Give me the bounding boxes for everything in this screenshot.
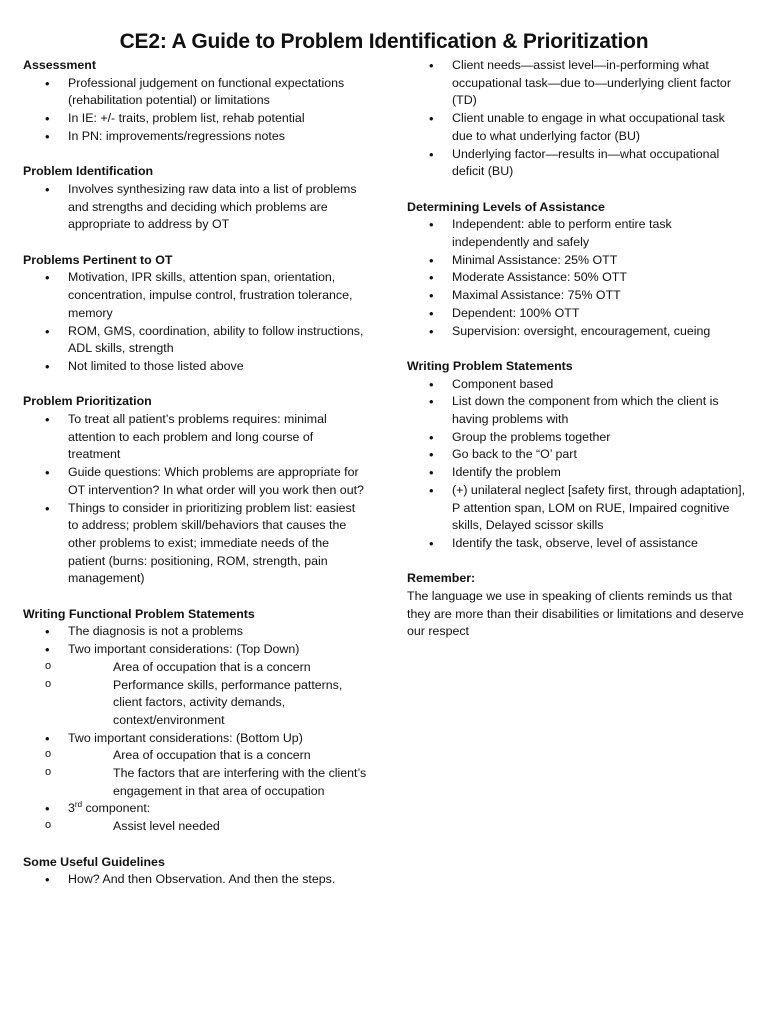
- page-title: CE2: A Guide to Problem Identification & Prioritization: [119, 30, 649, 53]
- section-writing-problem-statements: [407, 358, 747, 553]
- sub-list: [23, 659, 368, 730]
- right-column: [407, 57, 747, 659]
- section-heading: Writing Problem Statements: [407, 358, 573, 373]
- section-problem-identification: [23, 163, 368, 234]
- list-item: • Client needs—assist level—in-performing what occupational task—due to—underlying client factor (TD): [407, 57, 747, 110]
- list-item-text: Two important considerations: (Bottom Up): [68, 730, 303, 745]
- list-item: • Professional judgement on functional expectations (rehabilitation potential) or limitations: [23, 75, 368, 110]
- left-column: [23, 57, 368, 907]
- list-item: • Component based: [407, 376, 747, 394]
- section-heading: Problem Identification: [23, 164, 154, 179]
- list-item: • Dependent: 100% OTT: [407, 305, 747, 323]
- list-item: • Involves synthesizing raw data into a list of problems and strengths and deciding which problems are appropriate to address by OT: [23, 181, 368, 234]
- list-item: • To treat all patient’s problems requires: minimal attention to each problem and long course of treatment: [23, 411, 368, 464]
- list-item: • Underlying factor—results in—what occupational deficit (BU): [407, 146, 747, 181]
- list-item: • Independent: able to perform entire task independently and safely: [407, 216, 747, 251]
- section-problem-prioritization: [23, 393, 368, 588]
- list-item: • Guide questions: Which problems are appropriate for OT intervention? In what order will you work then out?: [23, 464, 368, 499]
- bullet-list: [407, 216, 747, 340]
- list-item: • Identify the task, observe, level of assistance: [407, 535, 747, 553]
- list-item: [23, 623, 368, 641]
- section-heading: Some Useful Guidelines: [23, 854, 165, 869]
- list-item: • (+) unilateral neglect [safety first, through adaptation], P attention span, LOM on RUE, Impaired cognitive skills, Delayed scissor skills: [407, 482, 747, 535]
- section-heading: Remember:: [407, 571, 476, 586]
- list-item: • Client unable to engage in what occupational task due to what underlying factor (BU): [407, 110, 747, 145]
- list-item: • Maximal Assistance: 75% OTT: [407, 287, 747, 305]
- list-item: • Go back to the “O’ part: [407, 446, 747, 464]
- bullet-list: [23, 411, 368, 588]
- bullet-list: [23, 623, 368, 835]
- list-item-text: 3: [68, 801, 75, 816]
- list-item: • List down the component from which the client is having problems with: [407, 393, 747, 428]
- list-item: • How? And then Observation. And then the steps.: [23, 871, 368, 889]
- bullet-list: [23, 75, 368, 146]
- section-assessment: [23, 57, 368, 146]
- section-heading: Problem Prioritization: [23, 394, 152, 409]
- list-item: • In IE: +/- traits, problem list, rehab potential: [23, 110, 368, 128]
- bullet-list: [407, 376, 747, 553]
- section-functional-problem-statements: [23, 606, 368, 836]
- list-item: [23, 730, 368, 801]
- list-item: • Supervision: oversight, encouragement, cueing: [407, 323, 747, 341]
- section-heading: Assessment: [23, 58, 97, 72]
- list-item-text: The diagnosis is not a problems: [68, 624, 243, 639]
- section-heading: Determining Levels of Assistance: [407, 199, 605, 214]
- section-heading: Problems Pertinent to OT: [23, 252, 173, 267]
- sub-list-item: o Assist level needed: [23, 818, 368, 836]
- section-problems-pertinent: [23, 252, 368, 376]
- list-item: • Things to consider in prioritizing problem list: easiest to address; problem skill/behaviors that causes the other problems to exist; immediate needs of the patient (burns: positioning, ROM, strength, pain management): [23, 500, 368, 589]
- list-item: [23, 641, 368, 730]
- list-item: [23, 800, 368, 835]
- list-item-text: component:: [82, 801, 151, 816]
- list-item: • Group the problems together: [407, 429, 747, 447]
- sub-list-item: o The factors that are interfering with the client’s engagement in that area of occupation: [23, 765, 368, 800]
- list-item: • Not limited to those listed above: [23, 358, 368, 376]
- list-item: • Identify the problem: [407, 464, 747, 482]
- sub-list-item: o Area of occupation that is a concern: [23, 659, 368, 677]
- section-levels-of-assistance: [407, 199, 747, 341]
- remember-paragraph: The language we use in speaking of clients reminds us that they are more than their disabilities or limitations and deserve our respect: [407, 589, 744, 639]
- bullet-list: [23, 871, 368, 889]
- section-heading: Writing Functional Problem Statements: [23, 606, 255, 621]
- list-item: • ROM, GMS, coordination, ability to follow instructions, ADL skills, strength: [23, 323, 368, 358]
- sub-list: [23, 747, 368, 800]
- bullet-list: [23, 269, 368, 375]
- section-remember: [407, 570, 747, 641]
- sub-list-item: o Performance skills, performance patterns, client factors, activity demands, context/environment: [23, 677, 368, 730]
- list-item-text: Two important considerations: (Top Down): [68, 642, 300, 657]
- bullet-list: [23, 181, 368, 234]
- section-continued-statements: [407, 57, 747, 181]
- list-item: • In PN: improvements/regressions notes: [23, 128, 368, 146]
- superscript: rd: [74, 800, 83, 810]
- sub-list-item: o Area of occupation that is a concern: [23, 747, 368, 765]
- sub-list: [23, 818, 368, 836]
- list-item: • Minimal Assistance: 25% OTT: [407, 252, 747, 270]
- section-useful-guidelines: [23, 854, 368, 889]
- list-item: • Motivation, IPR skills, attention span, orientation, concentration, impulse control, frustration tolerance, memory: [23, 269, 368, 322]
- bullet-list: [407, 57, 747, 181]
- list-item: • Moderate Assistance: 50% OTT: [407, 269, 747, 287]
